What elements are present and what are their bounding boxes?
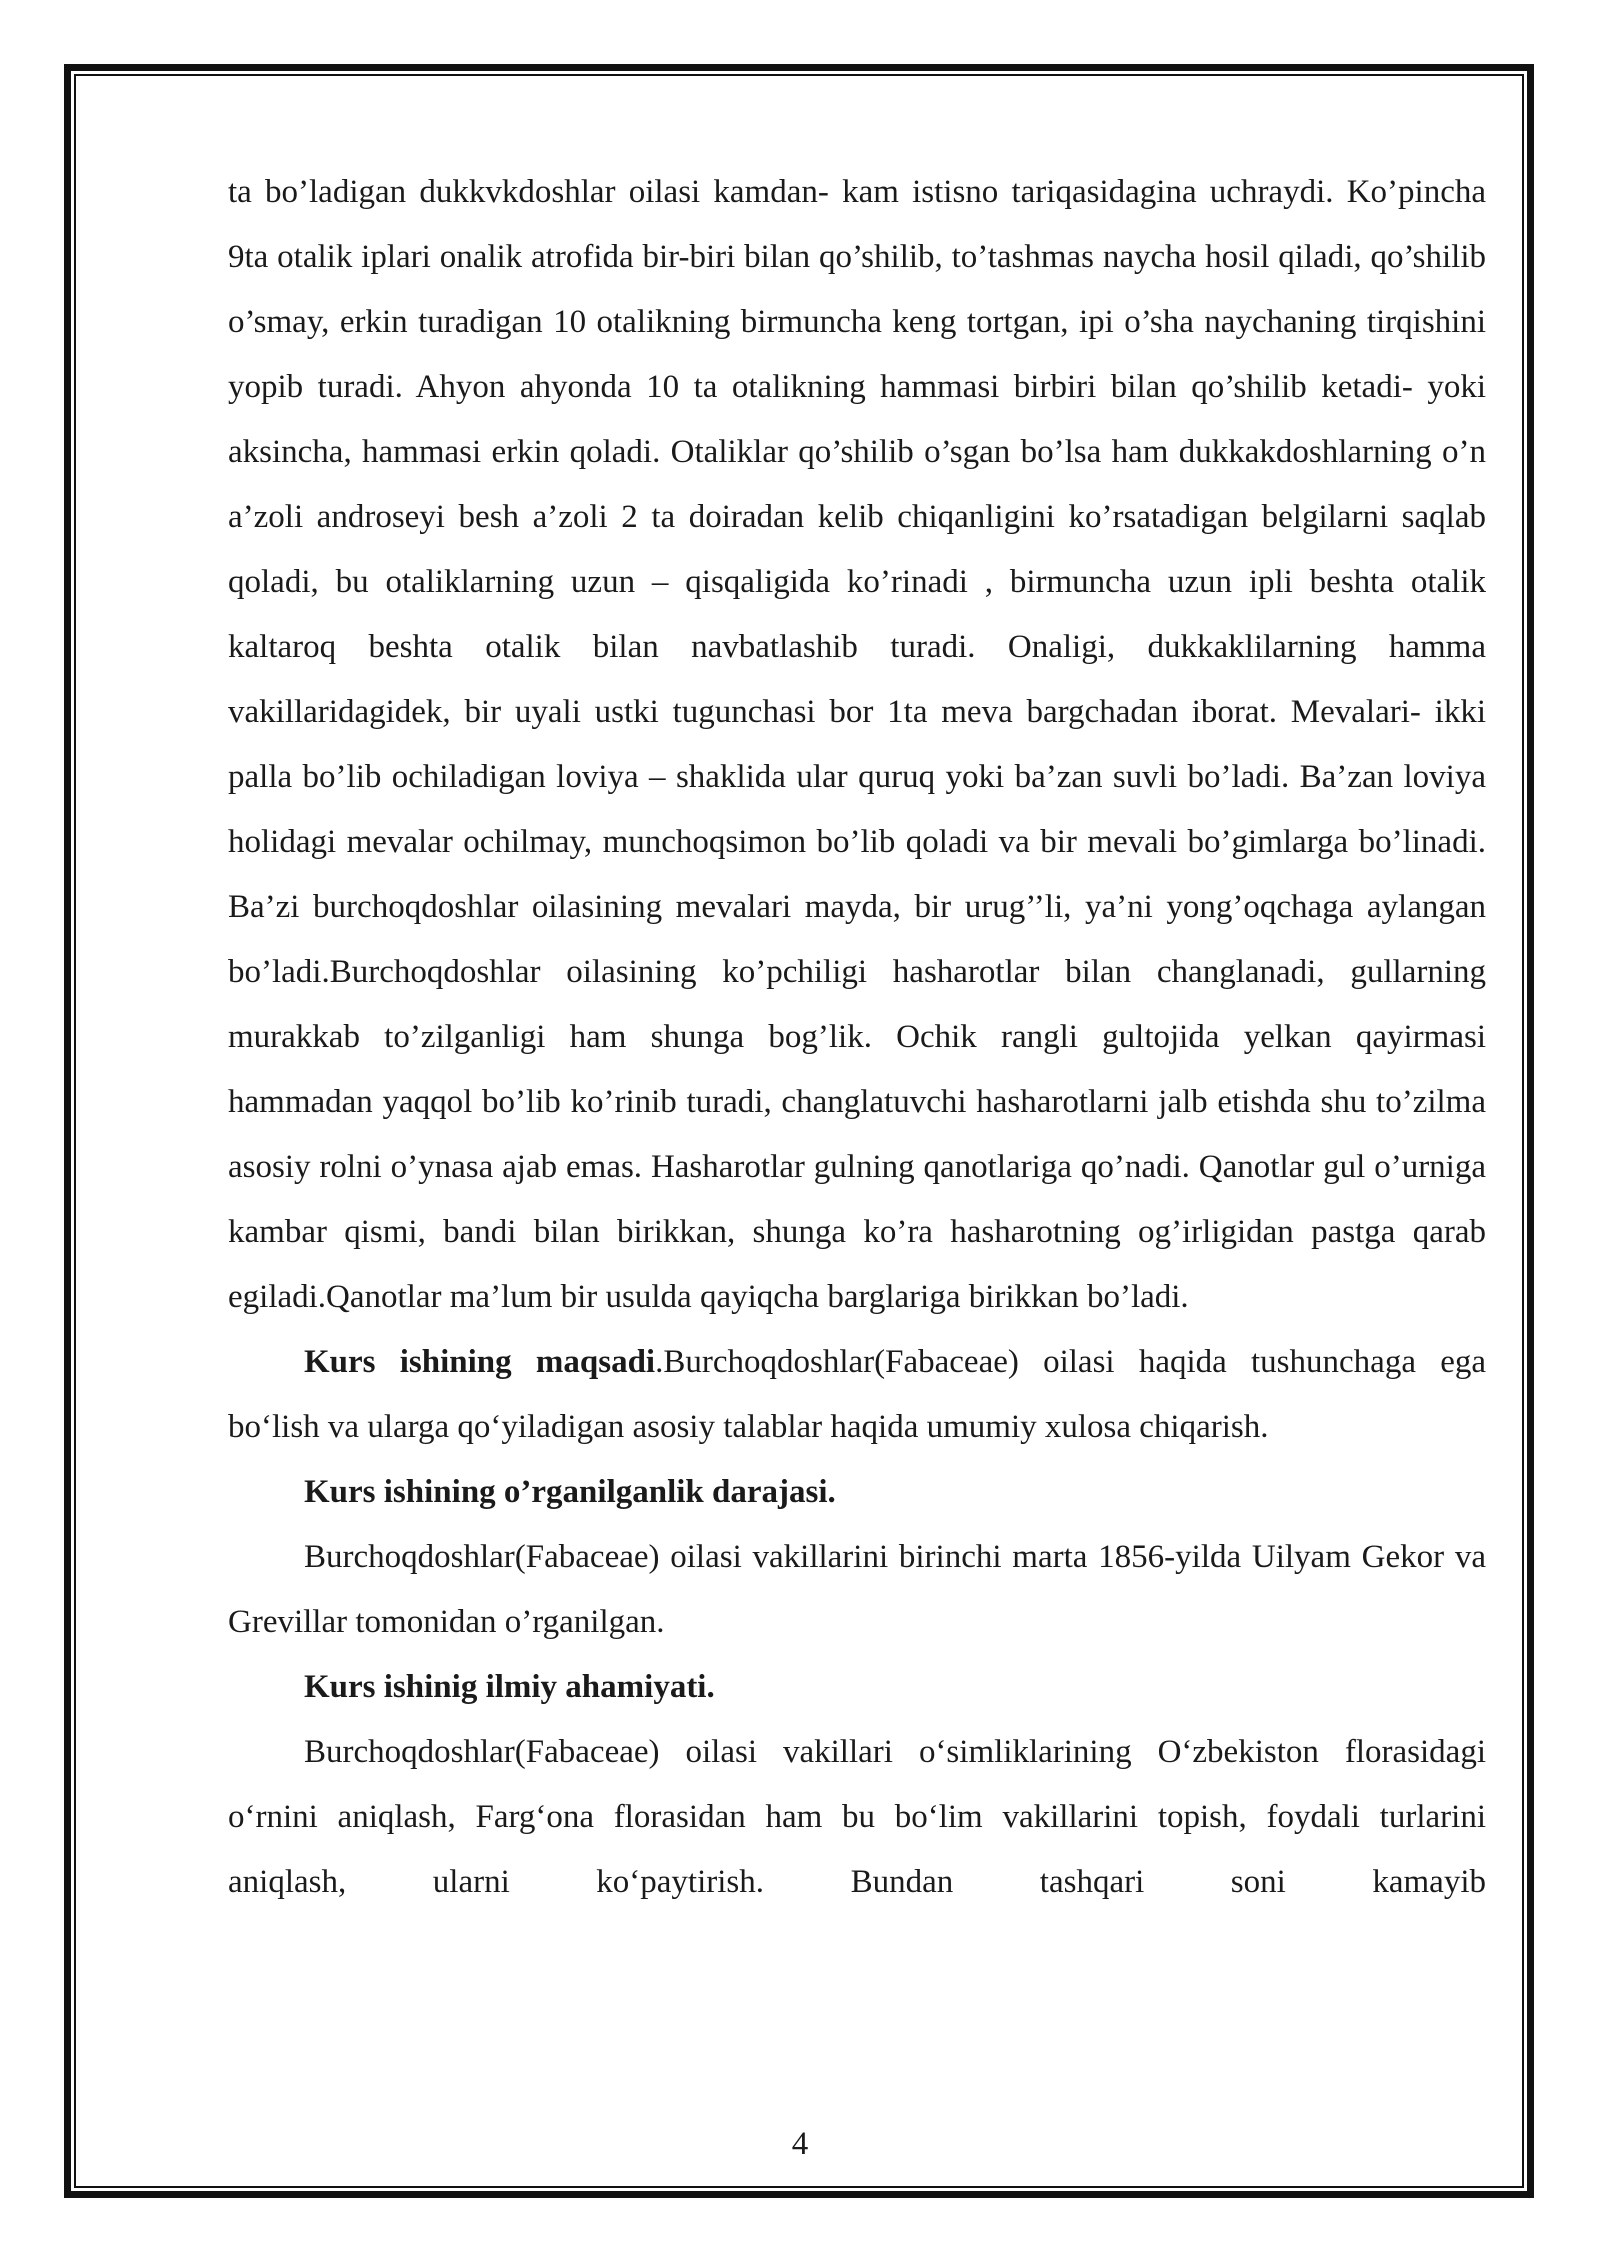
goal-heading: Kurs ishining maqsadi [304, 1344, 656, 1380]
body-paragraph: ta bo’ladigan dukkvkdoshlar oilasi kamdan- kam istisno tariqasidagina uchraydi. Ko’pincha 9ta otalik iplari onalik atrofida bir-biri bilan qo’shilib, to’tashmas naycha hosil qiladi, qo’shilib o’smay, erkin turadigan 10 otalikning birmuncha keng tortgan, ipi o’sha naychaning tirqishini yopib turadi. Ahyon ahyonda 10 ta otalikning hammasi birbiri bilan qo’shilib ketadi- yoki aksincha, hammasi erkin qoladi. Otaliklar qo’shilib o’sgan bo’lsa ham dukkakdoshlarning o’n a’zoli androseyi besh a’zoli 2 ta doiradan kelib chiqanligini ko’rsatadigan belgilarni saqlab qoladi, bu otaliklarning uzun – qisqaligida ko’rinadi , birmuncha uzun ipli beshta otalik kaltaroq beshta otalik bilan navbatlashib turadi. Onaligi, dukkaklilarning hamma vakillaridagidek, bir uyali ustki tugunchasi bor 1ta meva bargchadan iborat. Mevalari- ikki palla bo’lib ochiladigan loviya – shaklida ular quruq yoki ba’zan suvli bo’ladi. Ba’zan loviya holidagi mevalar ochilmay, munchoqsimon bo’lib qoladi va bir mevali bo’gimlarga bo’linadi. Ba’zi burchoqdoshlar oilasining mevalari mayda, bir urug’’li, ya’ni yong’oqchaga aylangan bo’ladi.Burchoqdoshlar oilasining ko’pchiligi hasharotlar bilan changlanadi, gullarning murakkab to’zilganligi ham shunga bog’lik. Ochik rangli gultojida yelkan qayirmasi hammadan yaqqol bo’lib ko’rinib turadi, changlatuvchi hasharotlarni jalb etishda shu to’zilma asosiy rolni o’ynasa ajab emas. Hasharotlar gulning qanotlariga qo’nadi. Qanotlar gul o’urniga kambar qismi, bandi bilan birikkan, shunga ko’ra hasharotning og’irligidan pastga qarab egiladi.Qanotlar ma’lum bir usulda qayiqcha barglariga birikkan bo’ladi. [228, 174, 1486, 1315]
study-paragraph: Burchoqdoshlar(Fabaceae) oilasi vakillarini birinchi marta 1856-yilda Uilyam Gekor va Grevillar tomonidan o’rganilgan. [228, 1539, 1486, 1640]
goal-paragraph [228, 1330, 1486, 1460]
page-number: 4 [791, 2126, 809, 2162]
document-body [228, 160, 1486, 1915]
significance-paragraph: Burchoqdoshlar(Fabaceae) oilasi vakillari o‘simliklarining O‘zbekiston florasidagi o‘rnini aniqlash, Farg‘ona florasidan ham bu bo‘lim vakillarini topish, foydali turlarini aniqlash, ularni ko‘paytirish. Bundan tashqari soni kamayib [228, 1734, 1486, 1900]
study-heading: Kurs ishining o’rganilganlik darajasi. [304, 1474, 836, 1510]
significance-heading: Kurs ishinig ilmiy ahamiyati. [304, 1669, 715, 1705]
goal-text: .Burchoqdoshlar(Fabaceae) oilasi haqida tushunchaga ega bo‘lish va ularga qo‘yiladigan asosiy talablar haqida umumiy xulosa chiqarish. [228, 1344, 1486, 1445]
